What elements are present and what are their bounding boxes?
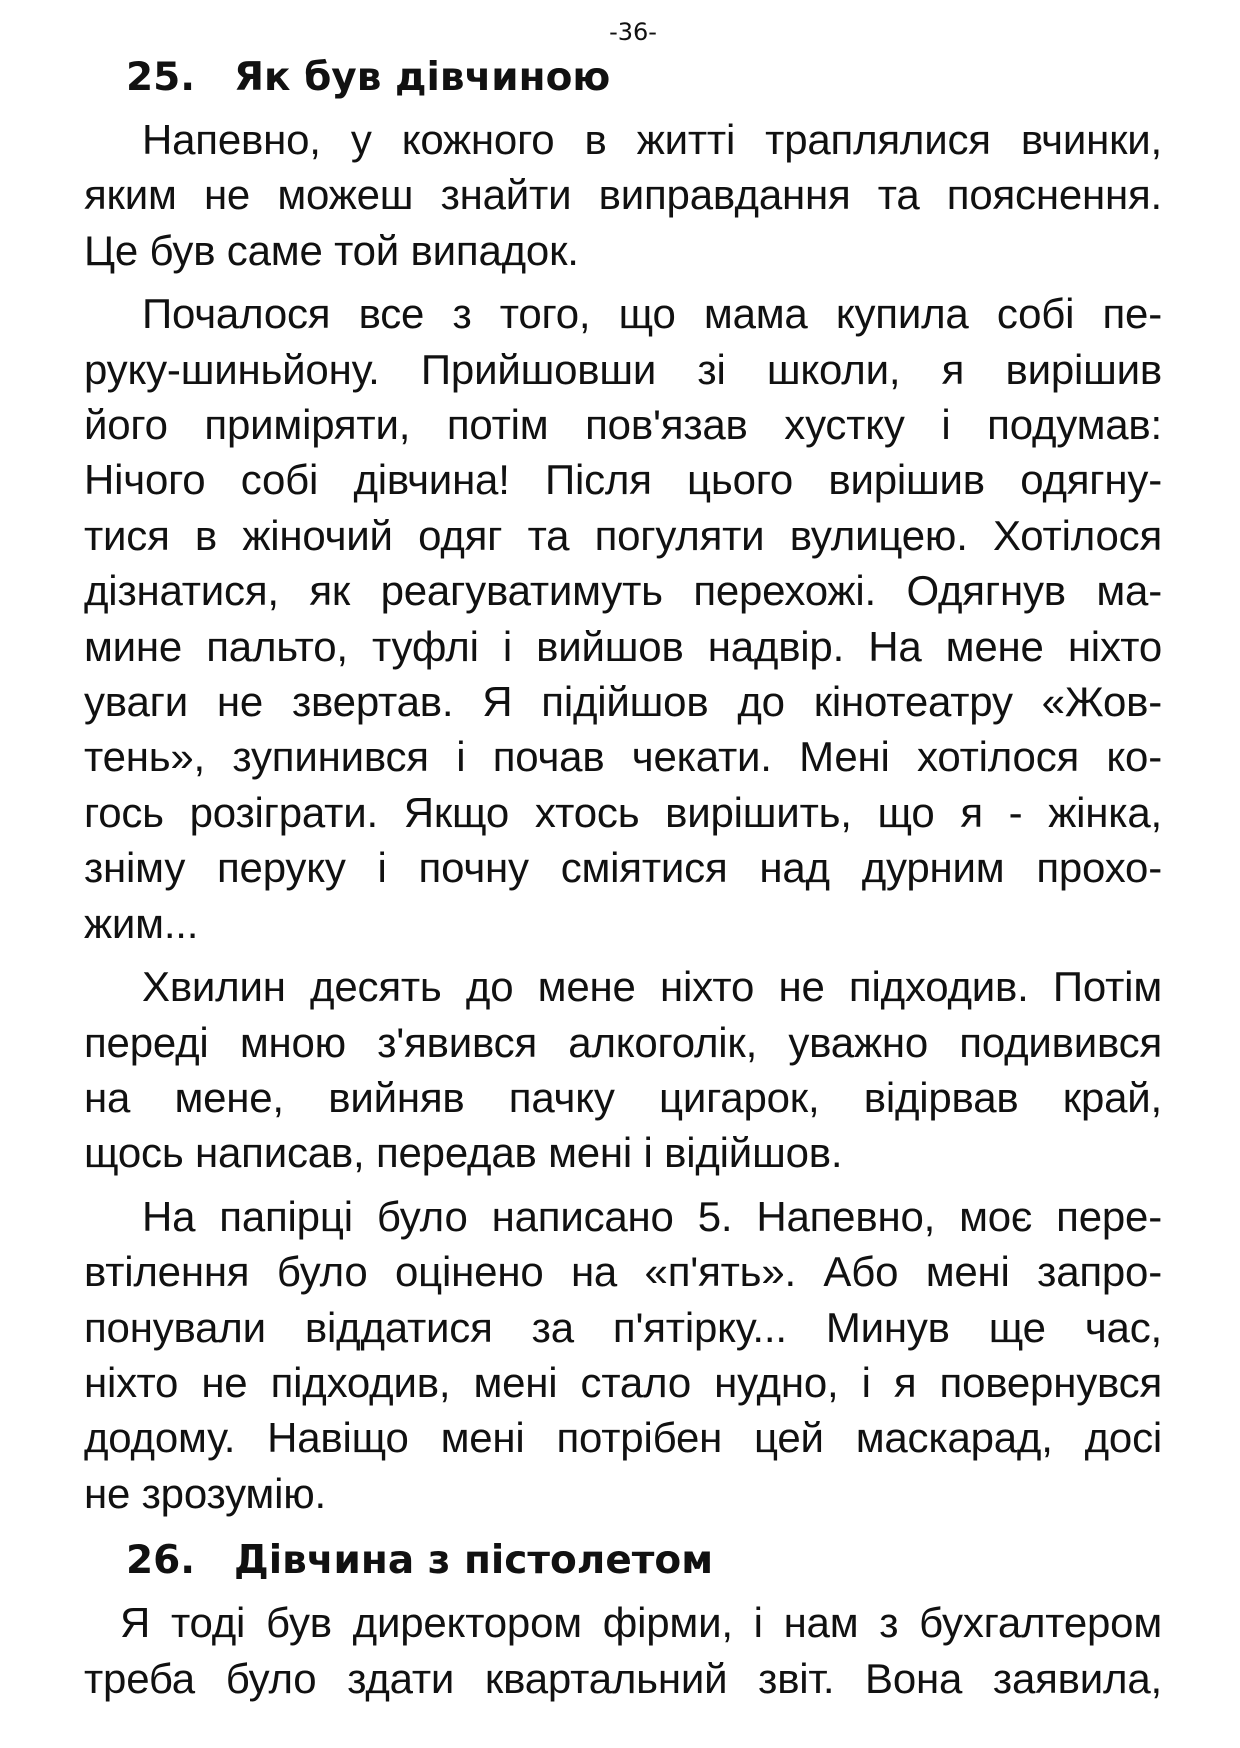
section-number: 26.: [126, 1538, 196, 1584]
text-line: яким не можеш знайти виправдання та пояснення.: [84, 171, 1162, 219]
section-title: Дівчина з пістолетом: [234, 1538, 714, 1584]
text-line: тися в жіночий одяг та погуляти вулицею. Хотілося: [84, 511, 1162, 559]
text-line: треба було здати квартальний звіт. Вона заявила,: [84, 1654, 1162, 1702]
section-number: 25.: [126, 55, 196, 100]
text-line: Нічого собі дівчина! Після цього вирішив одягну-: [84, 456, 1162, 504]
text-line: на мене, вийняв пачку цигарок, відірвав край,: [84, 1073, 1162, 1121]
text-line: ніхто не підходив, мені стало нудно, і я повернувся: [84, 1358, 1162, 1406]
text-line: уваги не звертав. Я підійшов до кінотеатру «Жов-: [84, 678, 1162, 726]
paragraph: [84, 286, 1162, 951]
section-title: Як був дівчиною: [234, 55, 611, 100]
text-line: щось написав, передав мені і відійшов.: [84, 1129, 843, 1177]
text-line: гось розіграти. Якщо хтось вирішить, що я - жінка,: [84, 788, 1162, 836]
text-line: Напевно, у кожного в житті траплялися вчинки,: [142, 116, 1162, 163]
book-page: [84, 0, 1162, 1714]
text-line: мине пальто, туфлі і вийшов надвір. На мене ніхто: [84, 622, 1162, 670]
text-line: Почалося все з того, що мама купила собі пе-: [142, 290, 1162, 338]
paragraph: [84, 1595, 1162, 1706]
text-line: жим...: [84, 899, 199, 947]
section-heading: [126, 1535, 1162, 1587]
text-line: його приміряти, потім пов'язав хустку і подумав:: [84, 401, 1162, 449]
paragraph: [84, 1189, 1162, 1521]
text-line: тень», зупинився і почав чекати. Мені хотілося ко-: [84, 733, 1162, 781]
paragraph: [84, 112, 1162, 278]
text-line: На папірці було написано 5. Напевно, моє пере-: [142, 1192, 1162, 1240]
text-line: Я тоді був директором фірми, і нам з бухгалтером: [120, 1599, 1162, 1647]
text-line: Хвилин десять до мене ніхто не підходив. Потім: [142, 963, 1162, 1011]
text-line: додому. Навіщо мені потрібен цей маскарад, досі: [84, 1414, 1162, 1462]
text-line: Це був саме той випадок.: [84, 226, 579, 274]
text-line: руку-шиньйону. Прийшовши зі школи, я вирішив: [84, 345, 1162, 393]
text-line: зніму перуку і почну сміятися над дурним прохо-: [84, 844, 1162, 892]
text-line: дізнатися, як реагуватимуть перехожі. Одягнув ма-: [84, 567, 1162, 615]
page-number: -36-: [609, 18, 657, 46]
text-line: переді мною з'явився алкоголік, уважно подивився: [84, 1018, 1162, 1066]
text-line: не зрозумію.: [84, 1469, 327, 1517]
text-line: понували віддатися за п'ятірку... Минув ще час,: [84, 1303, 1162, 1351]
section-heading: [126, 52, 1162, 104]
paragraph: [84, 959, 1162, 1181]
text-line: втілення було оцінено на «п'ять». Або мені запро-: [84, 1248, 1162, 1296]
